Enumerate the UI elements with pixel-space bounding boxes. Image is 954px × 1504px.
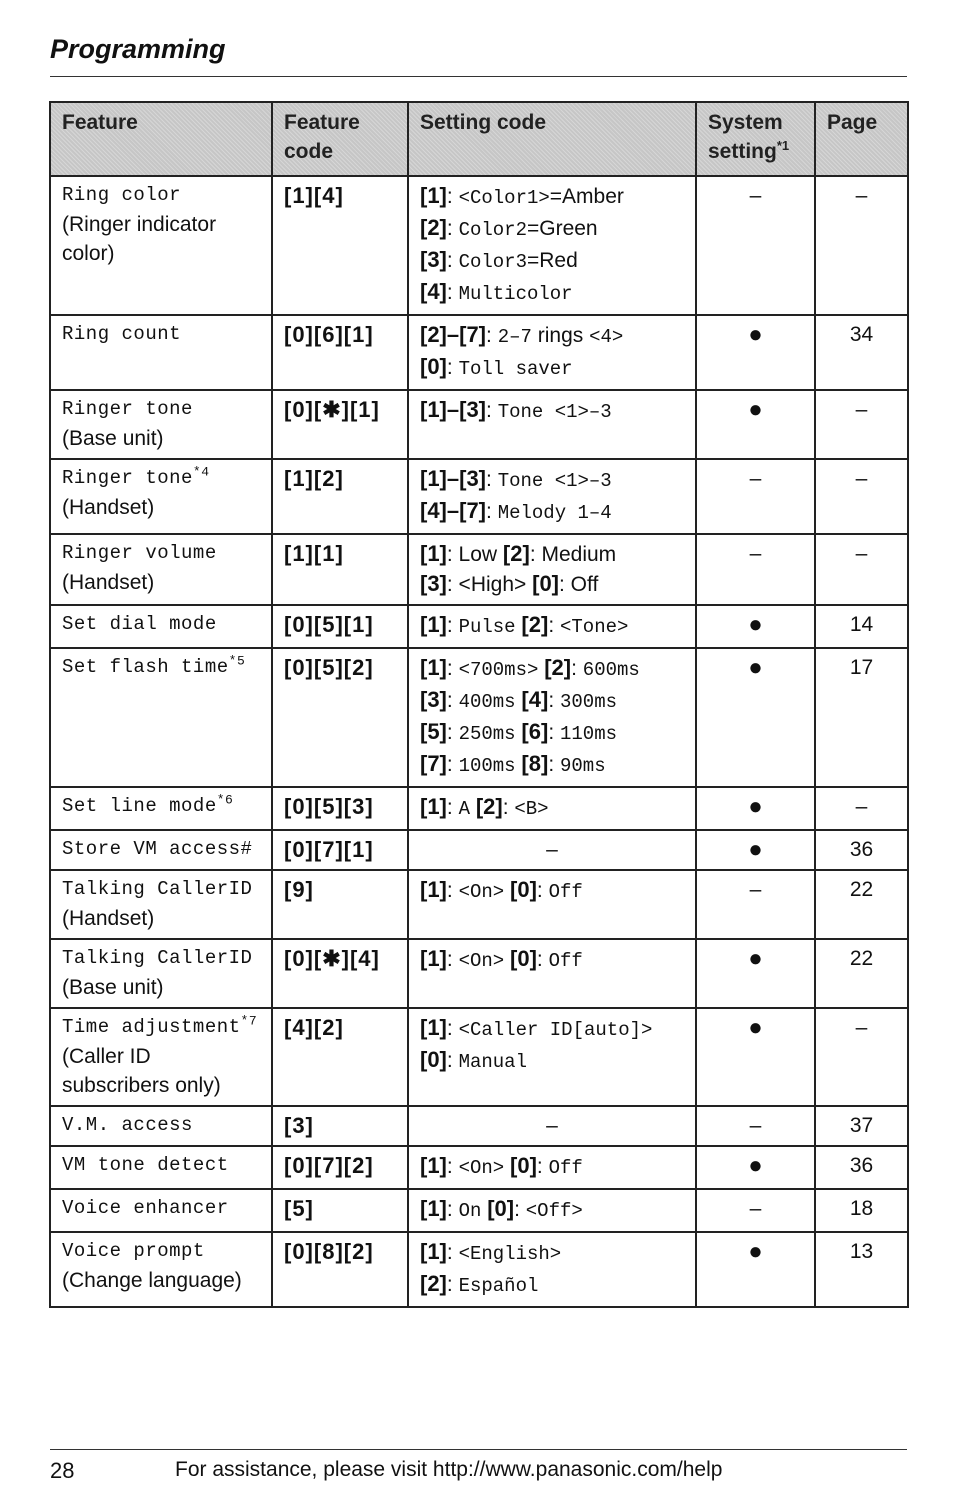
- header-system-setting-label: System setting: [708, 111, 783, 163]
- setting-text: :: [446, 614, 459, 637]
- table-row: [50, 830, 908, 870]
- feature-cell: [50, 870, 272, 939]
- feature-description: (Handset): [62, 496, 155, 519]
- setting-line: [420, 496, 685, 528]
- feature-name: [62, 464, 261, 493]
- feature-name: [62, 395, 261, 424]
- setting-text: :: [548, 689, 560, 712]
- setting-key: [1]: [420, 946, 447, 971]
- setting-text: :: [486, 500, 498, 523]
- setting-text: :: [571, 657, 583, 680]
- setting-display-value: <Color1>: [458, 187, 550, 209]
- setting-key: [0]: [487, 1196, 515, 1221]
- setting-line: [420, 1194, 685, 1226]
- page-ref-cell: 36: [815, 1146, 908, 1189]
- setting-display-value: <English>: [458, 1243, 562, 1265]
- page-ref-cell: 22: [815, 870, 908, 939]
- setting-display-value: 600ms: [582, 659, 640, 681]
- setting-text: :: [548, 721, 560, 744]
- setting-code-cell: [408, 1189, 696, 1232]
- setting-text: :: [446, 217, 459, 240]
- system-setting-cell: –: [696, 534, 815, 605]
- system-setting-dot-icon: ●: [696, 648, 815, 787]
- setting-key: [0]: [420, 354, 447, 379]
- setting-line: [420, 1269, 685, 1301]
- setting-line: [420, 464, 685, 496]
- setting-display-value: Off: [548, 881, 583, 903]
- feature-cell: [50, 176, 272, 315]
- feature-cell: [50, 939, 272, 1008]
- page-ref-cell: –: [815, 1008, 908, 1106]
- page-ref-cell: 36: [815, 830, 908, 870]
- feature-code: [1][2]: [272, 459, 408, 534]
- setting-key: [1]–[3]: [420, 397, 487, 422]
- setting-display-value: Multicolor: [458, 283, 573, 305]
- feature-code: [0][✱][4]: [272, 939, 408, 1008]
- feature-name-text: Ring count: [62, 323, 182, 345]
- table-row: [50, 459, 908, 534]
- setting-code-cell: [408, 787, 696, 830]
- feature-description: (Base unit): [62, 427, 164, 450]
- feature-name-text: Ringer tone: [62, 398, 193, 420]
- setting-key: [0]: [510, 877, 537, 902]
- setting-key: [6]: [521, 719, 549, 744]
- setting-key: [0]: [532, 571, 560, 596]
- setting-text: :: [446, 657, 459, 680]
- page-ref-cell: 22: [815, 939, 908, 1008]
- page-ref-cell: –: [815, 787, 908, 830]
- table-row: [50, 787, 908, 830]
- setting-display-value: <On>: [458, 881, 505, 903]
- setting-text: :: [446, 948, 459, 971]
- feature-name: [62, 610, 261, 639]
- footnote-marker: *7: [240, 1013, 258, 1029]
- table-row: [50, 390, 908, 459]
- system-setting-dot-icon: ●: [696, 1232, 815, 1307]
- footnote-marker: *4: [192, 464, 210, 480]
- feature-code: [0][5][3]: [272, 787, 408, 830]
- feature-name: [62, 1194, 261, 1223]
- feature-code: [1][1]: [272, 534, 408, 605]
- setting-text: rings: [531, 324, 590, 347]
- feature-code: [0][8][2]: [272, 1232, 408, 1307]
- feature-name: [62, 835, 261, 864]
- setting-text: :: [548, 753, 560, 776]
- setting-text: :: [486, 468, 498, 491]
- feature-name-text: Ringer volume: [62, 542, 217, 564]
- feature-description: (Ringer indicator color): [62, 213, 217, 265]
- feature-code: [0][5][1]: [272, 605, 408, 648]
- setting-text: =Green: [526, 217, 598, 240]
- setting-key: [2]: [475, 794, 503, 819]
- setting-text: :: [446, 721, 459, 744]
- setting-key: [2]: [502, 541, 530, 566]
- setting-display-value: Melody 1–4: [497, 502, 612, 524]
- table-row: [50, 1146, 908, 1189]
- feature-name-text: VM tone detect: [62, 1154, 229, 1176]
- setting-text: :: [446, 249, 459, 272]
- setting-key: [5]: [420, 719, 447, 744]
- feature-name-text: Voice prompt: [62, 1240, 205, 1262]
- setting-key: [1]–[3]: [420, 466, 487, 491]
- setting-text: :: [446, 356, 459, 379]
- setting-key: [3]: [420, 687, 447, 712]
- table-header-row: [50, 102, 908, 176]
- setting-line: [420, 1013, 685, 1045]
- feature-cell: [50, 648, 272, 787]
- feature-description: (Caller ID subscribers only): [62, 1045, 221, 1097]
- setting-display-value: Pulse: [458, 616, 516, 638]
- setting-line: [420, 653, 685, 685]
- feature-cell: [50, 1008, 272, 1106]
- setting-text: :: [446, 185, 459, 208]
- feature-name-text: Ringer tone: [62, 467, 193, 489]
- setting-line: [420, 875, 685, 907]
- footnote-marker: *5: [228, 653, 246, 669]
- setting-display-value: 2–7: [497, 326, 532, 348]
- table-row: [50, 939, 908, 1008]
- system-setting-cell: –: [696, 459, 815, 534]
- setting-key: [0]: [510, 946, 537, 971]
- setting-line: [420, 749, 685, 781]
- footer-assistance-text: For assistance, please visit http://www.panasonic.com/help: [175, 1458, 723, 1481]
- setting-line: [420, 1151, 685, 1183]
- setting-text: :: [502, 796, 515, 819]
- table-row: [50, 870, 908, 939]
- feature-cell: [50, 390, 272, 459]
- feature-name-text: V.M. access: [62, 1114, 193, 1136]
- system-setting-cell: –: [696, 1106, 815, 1146]
- setting-line: [420, 1237, 685, 1269]
- setting-display-value: Off: [548, 1157, 583, 1179]
- feature-name: [62, 875, 261, 904]
- header-system-setting-note: *1: [776, 138, 790, 153]
- setting-key: [3]: [420, 571, 447, 596]
- setting-line: [420, 181, 685, 213]
- feature-code: [0][5][2]: [272, 648, 408, 787]
- feature-code: [1][4]: [272, 176, 408, 315]
- setting-line: [420, 944, 685, 976]
- feature-cell: [50, 1232, 272, 1307]
- feature-name-text: Set line mode: [62, 795, 217, 817]
- setting-text: :: [446, 1273, 459, 1296]
- setting-line: [420, 717, 685, 749]
- feature-description: (Base unit): [62, 976, 164, 999]
- system-setting-dot-icon: ●: [696, 1008, 815, 1106]
- feature-table: [49, 101, 909, 1308]
- setting-display-value: On: [458, 1200, 482, 1222]
- feature-cell: [50, 459, 272, 534]
- system-setting-cell: –: [696, 870, 815, 939]
- setting-text: :: [446, 281, 459, 304]
- setting-text: =Red: [526, 249, 578, 272]
- setting-text: : Medium: [529, 543, 617, 566]
- feature-code: [0][7][1]: [272, 830, 408, 870]
- setting-text: :: [536, 1155, 549, 1178]
- page-ref-cell: –: [815, 176, 908, 315]
- feature-name: [62, 1237, 261, 1266]
- system-setting-dot-icon: ●: [696, 315, 815, 390]
- setting-line: [420, 320, 685, 352]
- feature-description: (Handset): [62, 907, 155, 930]
- feature-name: [62, 539, 261, 568]
- feature-name-text: Talking CallerID: [62, 878, 253, 900]
- setting-display-value: <Caller ID[auto]>: [458, 1019, 653, 1041]
- setting-key: [1]: [420, 612, 447, 637]
- setting-display-value: 100ms: [458, 755, 516, 777]
- setting-code-cell: [408, 605, 696, 648]
- page-ref-cell: 37: [815, 1106, 908, 1146]
- setting-text: =Amber: [549, 185, 624, 208]
- header-setting-code: Setting code: [408, 102, 696, 176]
- footnote-marker: *6: [216, 792, 234, 808]
- setting-display-value: 300ms: [559, 691, 617, 713]
- setting-code-cell: –: [408, 1106, 696, 1146]
- setting-line: [420, 539, 685, 569]
- setting-code-cell: [408, 1232, 696, 1307]
- feature-name: [62, 653, 261, 682]
- feature-name-text: Ring color: [62, 184, 182, 206]
- page-title: Programming: [50, 34, 226, 64]
- feature-name-text: Voice enhancer: [62, 1197, 229, 1219]
- setting-line: [420, 792, 685, 824]
- setting-key: [0]: [420, 1047, 447, 1072]
- feature-cell: [50, 1106, 272, 1146]
- setting-code-cell: [408, 534, 696, 605]
- system-setting-dot-icon: ●: [696, 787, 815, 830]
- system-setting-dot-icon: ●: [696, 830, 815, 870]
- table-row: [50, 176, 908, 315]
- setting-display-value: A: [458, 798, 470, 820]
- setting-key: [8]: [521, 751, 549, 776]
- feature-cell: [50, 1146, 272, 1189]
- setting-display-value: <On>: [458, 950, 505, 972]
- feature-code: [3]: [272, 1106, 408, 1146]
- setting-text: :: [446, 879, 459, 902]
- setting-text: :: [536, 879, 549, 902]
- setting-display-value: Color3: [458, 251, 527, 273]
- setting-key: [1]: [420, 1153, 447, 1178]
- setting-code-cell: [408, 870, 696, 939]
- setting-key: [7]: [420, 751, 447, 776]
- setting-display-value: <700ms>: [458, 659, 539, 681]
- setting-key: [1]: [420, 183, 447, 208]
- header-page: Page: [815, 102, 908, 176]
- feature-code: [0][✱][1]: [272, 390, 408, 459]
- setting-key: [4]: [420, 279, 447, 304]
- setting-text: :: [446, 689, 459, 712]
- setting-code-cell: [408, 176, 696, 315]
- setting-line: [420, 395, 685, 427]
- setting-key: [4]: [521, 687, 549, 712]
- setting-display-value: Tone <1>–3: [497, 470, 612, 492]
- footer-divider: [50, 1449, 907, 1450]
- setting-text: :: [446, 1155, 459, 1178]
- feature-code: [0][6][1]: [272, 315, 408, 390]
- setting-key: [2]: [420, 215, 447, 240]
- table-row: [50, 534, 908, 605]
- setting-display-value: 90ms: [559, 755, 606, 777]
- setting-key: [1]: [420, 794, 447, 819]
- header-feature-code: Feature code: [272, 102, 408, 176]
- page-ref-cell: 14: [815, 605, 908, 648]
- header-feature: Feature: [50, 102, 272, 176]
- feature-name: [62, 181, 261, 210]
- setting-display-value: 250ms: [458, 723, 516, 745]
- setting-text: :: [446, 1241, 459, 1264]
- feature-code: [4][2]: [272, 1008, 408, 1106]
- setting-key: [2]: [521, 612, 549, 637]
- page-ref-cell: –: [815, 459, 908, 534]
- setting-display-value: <4>: [589, 326, 624, 348]
- setting-line: [420, 213, 685, 245]
- table-row: [50, 648, 908, 787]
- setting-key: [3]: [420, 247, 447, 272]
- setting-display-value: <B>: [514, 798, 549, 820]
- feature-name: [62, 792, 261, 821]
- setting-text: :: [514, 1198, 526, 1221]
- setting-line: [420, 352, 685, 384]
- feature-description: (Handset): [62, 571, 155, 594]
- header-system-setting: [696, 102, 815, 176]
- setting-key: [1]: [420, 1015, 447, 1040]
- setting-text: : <High>: [446, 573, 533, 596]
- feature-name: [62, 944, 261, 973]
- setting-text: :: [548, 614, 560, 637]
- setting-display-value: <On>: [458, 1157, 505, 1179]
- setting-key: [4]–[7]: [420, 498, 487, 523]
- setting-code-cell: [408, 939, 696, 1008]
- page-ref-cell: 17: [815, 648, 908, 787]
- feature-name: [62, 1151, 261, 1180]
- feature-name: [62, 1013, 261, 1042]
- setting-code-cell: [408, 1008, 696, 1106]
- setting-display-value: Off: [548, 950, 583, 972]
- setting-code-cell: [408, 1146, 696, 1189]
- feature-cell: [50, 787, 272, 830]
- feature-name-text: Set dial mode: [62, 613, 217, 635]
- setting-key: [1]: [420, 877, 447, 902]
- setting-code-cell: –: [408, 830, 696, 870]
- table-row: [50, 1106, 908, 1146]
- feature-cell: [50, 1189, 272, 1232]
- setting-code-cell: [408, 648, 696, 787]
- setting-key: [2]: [544, 655, 572, 680]
- setting-text: :: [486, 324, 498, 347]
- title-divider: [50, 76, 907, 77]
- page-ref-cell: –: [815, 534, 908, 605]
- setting-code-cell: [408, 390, 696, 459]
- feature-cell: [50, 534, 272, 605]
- system-setting-cell: –: [696, 1189, 815, 1232]
- setting-text: :: [446, 796, 459, 819]
- setting-key: [1]: [420, 1196, 447, 1221]
- feature-code: [5]: [272, 1189, 408, 1232]
- feature-name-text: Talking CallerID: [62, 947, 253, 969]
- table-row: [50, 315, 908, 390]
- feature-name: [62, 1111, 261, 1140]
- setting-line: [420, 1045, 685, 1077]
- setting-display-value: Color2: [458, 219, 527, 241]
- feature-code: [0][7][2]: [272, 1146, 408, 1189]
- page-ref-cell: 18: [815, 1189, 908, 1232]
- setting-display-value: Tone <1>–3: [497, 401, 612, 423]
- setting-line: [420, 245, 685, 277]
- feature-name-text: Set flash time: [62, 656, 229, 678]
- setting-text: : Low: [446, 543, 503, 566]
- setting-display-value: Manual: [458, 1051, 527, 1073]
- feature-cell: [50, 605, 272, 648]
- setting-key: [0]: [510, 1153, 537, 1178]
- table-row: [50, 605, 908, 648]
- setting-text: :: [446, 1198, 459, 1221]
- feature-name-text: Store VM access#: [62, 838, 253, 860]
- table-row: [50, 1232, 908, 1307]
- setting-key: [2]–[7]: [420, 322, 487, 347]
- feature-cell: [50, 830, 272, 870]
- setting-text: :: [486, 399, 498, 422]
- setting-key: [1]: [420, 1239, 447, 1264]
- setting-code-cell: [408, 459, 696, 534]
- setting-display-value: <Tone>: [559, 616, 629, 638]
- feature-description: (Change language): [62, 1269, 242, 1292]
- setting-line: [420, 569, 685, 599]
- setting-key: [2]: [420, 1271, 447, 1296]
- page-ref-cell: 34: [815, 315, 908, 390]
- system-setting-dot-icon: ●: [696, 390, 815, 459]
- setting-line: [420, 685, 685, 717]
- feature-cell: [50, 315, 272, 390]
- setting-display-value: Toll saver: [458, 358, 573, 380]
- setting-line: [420, 277, 685, 309]
- setting-display-value: 110ms: [559, 723, 617, 745]
- setting-text: :: [536, 948, 549, 971]
- system-setting-dot-icon: ●: [696, 1146, 815, 1189]
- setting-text: :: [446, 1049, 459, 1072]
- setting-key: [1]: [420, 541, 447, 566]
- table-row: [50, 1008, 908, 1106]
- page-number: 28: [50, 1458, 75, 1483]
- setting-line: [420, 610, 685, 642]
- system-setting-cell: –: [696, 176, 815, 315]
- setting-text: : Off: [559, 573, 599, 596]
- setting-display-value: 400ms: [458, 691, 516, 713]
- feature-name: [62, 320, 261, 349]
- page-ref-cell: 13: [815, 1232, 908, 1307]
- setting-text: :: [446, 1017, 459, 1040]
- feature-code: [9]: [272, 870, 408, 939]
- setting-key: [1]: [420, 655, 447, 680]
- system-setting-dot-icon: ●: [696, 605, 815, 648]
- page-ref-cell: –: [815, 390, 908, 459]
- setting-code-cell: [408, 315, 696, 390]
- setting-text: :: [446, 753, 459, 776]
- setting-display-value: <Off>: [525, 1200, 583, 1222]
- table-body: [50, 176, 908, 1307]
- table-row: [50, 1189, 908, 1232]
- setting-display-value: Español: [458, 1275, 539, 1297]
- feature-name-text: Time adjustment: [62, 1016, 241, 1038]
- system-setting-dot-icon: ●: [696, 939, 815, 1008]
